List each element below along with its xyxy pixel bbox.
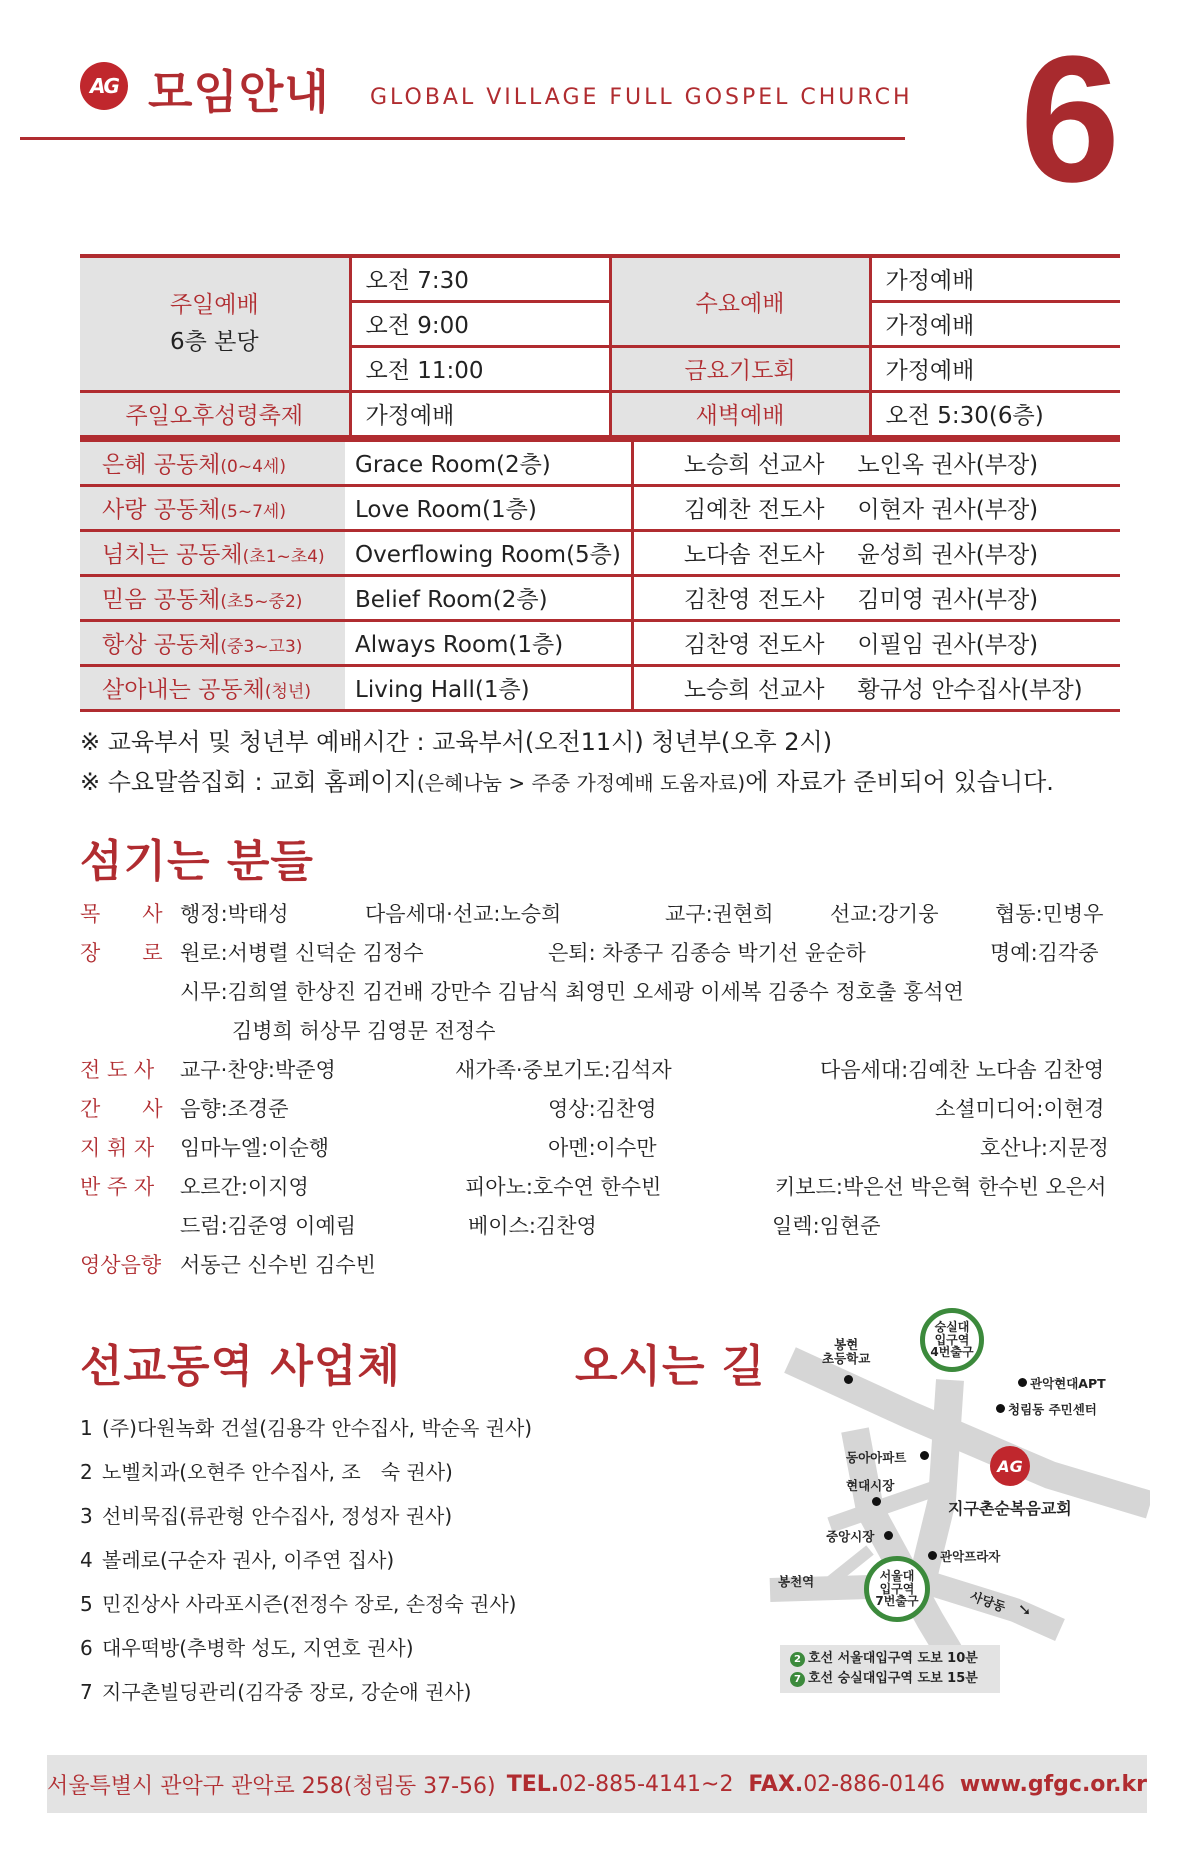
business-number: 3 (80, 1504, 93, 1528)
accompanist-role: 반 주 자 (80, 1175, 155, 1199)
community-name: 항상 공동체 (102, 632, 221, 658)
community-name-cell (80, 530, 345, 575)
community-name: 믿음 공동체 (102, 587, 221, 613)
footer-fax: 02-886-0146 (803, 1771, 946, 1797)
wednesday-value-2: 가정예배 (870, 301, 1120, 346)
sunday-time-2: 오전 9:00 (350, 301, 610, 346)
map-label-hyundai-market: 현대시장 (846, 1478, 895, 1493)
community-room: Always Room(1층) (345, 620, 632, 665)
footer (47, 1755, 1147, 1813)
community-deputy: 이현자 권사(부장) (837, 485, 1120, 530)
accompanist-keyboard: 키보드:박은선 박은혁 한수빈 오은서 (775, 1175, 1107, 1199)
map-church-logo-icon: AG (990, 1446, 1030, 1486)
dawn-worship-value: 오전 5:30(6층) (870, 391, 1120, 436)
pastor-cooperation: 협동:민병우 (995, 902, 1104, 926)
directions-heading: 오시는 길 (575, 1341, 766, 1392)
elder-role: 장 로 (80, 941, 163, 965)
page-title: 모임안내 (148, 65, 330, 119)
sunday-afternoon-label: 주일오후성령축제 (80, 391, 350, 436)
elder-active-2: 김병희 허상무 김영문 전정수 (232, 1019, 496, 1043)
community-row (80, 575, 1120, 620)
church-name: GLOBAL VILLAGE FULL GOSPEL CHURCH (370, 85, 913, 110)
pastor-nextgen: 다음세대·선교:노승희 (365, 902, 562, 926)
pastor-admin: 행정:박태성 (180, 902, 289, 926)
line7-icon: 7 (790, 1672, 805, 1687)
community-name: 사랑 공동체 (102, 497, 221, 523)
community-leader: 김찬영 전도사 (632, 620, 837, 665)
map-station-soongsil: 숭실대 입구역 4번출구 (920, 1308, 984, 1372)
page-number: 6 (1020, 19, 1121, 220)
community-age: (5~7세) (220, 502, 286, 522)
footer-fax-label: FAX. (748, 1771, 804, 1797)
community-table (80, 438, 1120, 712)
community-leader: 노승희 선교사 (632, 440, 837, 485)
evangelist-role: 전 도 사 (80, 1058, 155, 1082)
friday-prayer-value: 가정예배 (870, 346, 1120, 391)
staff-role: 간 사 (80, 1097, 163, 1121)
sunday-worship-cell (80, 256, 350, 391)
footer-address: 서울특별시 관악구 관악로 258(청림동 37-56) (47, 1773, 496, 1799)
conductor-role: 지 휘 자 (80, 1136, 155, 1160)
legend-line7-text: 호선 숭실대입구역 도보 15분 (808, 1671, 978, 1686)
education-note: ※ 교육부서 및 청년부 예배시간 : 교육부서(오전11시) 청년부(오후 2시) (80, 728, 833, 756)
staff-video: 영상:김찬영 (548, 1097, 657, 1121)
accompanist-organ: 오르간:이지영 (180, 1175, 309, 1199)
map-dot-school (844, 1375, 853, 1384)
business-text: 노벨치과(오현주 안수집사, 조 숙 권사) (102, 1460, 453, 1484)
community-age: (청년) (264, 682, 311, 702)
pastor-role: 목 사 (80, 902, 163, 926)
map-dot-center (996, 1404, 1005, 1413)
footer-tel: 02-885-4141~2 (559, 1771, 734, 1797)
pastor-row (80, 898, 163, 928)
elder-active: 시무:김희열 한상진 김건배 강만수 김남식 최영민 오세광 이세복 김중수 정호출 홍석연 (180, 980, 964, 1004)
community-deputy: 김미영 권사(부장) (837, 575, 1120, 620)
evangelist-nextgen: 다음세대:김예찬 노다솜 김찬영 (820, 1058, 1105, 1082)
community-age: (초1~초4) (242, 547, 325, 567)
map-dot-plaza (928, 1551, 937, 1560)
accompanist-drum: 드럼:김준영 이예림 (180, 1214, 357, 1238)
conductor-immanuel: 임마누엘:이순행 (180, 1136, 330, 1160)
map-label-jungang-market: 중앙시장 (826, 1529, 875, 1544)
community-room: Belief Room(2층) (345, 575, 632, 620)
header-divider (20, 137, 905, 140)
community-deputy: 윤성희 권사(부장) (837, 530, 1120, 575)
conductor-amen: 아멘:이수만 (548, 1136, 657, 1160)
community-age: (중3~고3) (220, 637, 303, 657)
community-age: (초5~중2) (220, 592, 303, 612)
community-room: Love Room(1층) (345, 485, 632, 530)
community-row (80, 530, 1120, 575)
community-age: (0~4세) (220, 457, 286, 478)
map-label-donga: 동아아파트 (846, 1450, 907, 1465)
map-legend (780, 1645, 1000, 1693)
community-name-cell (80, 665, 345, 710)
community-leader: 김예찬 전도사 (632, 485, 837, 530)
community-leader: 김찬영 전도사 (632, 575, 837, 620)
community-row (80, 620, 1120, 665)
friday-prayer-label: 금요기도회 (610, 346, 870, 391)
business-item (80, 1632, 414, 1661)
community-leader: 노다솜 전도사 (632, 530, 837, 575)
wednesday-worship-label: 수요예배 (610, 256, 870, 346)
church-logo (80, 62, 128, 110)
sunday-time-1: 오전 7:30 (350, 256, 610, 301)
map-label-apt: 관악현대APT (1030, 1376, 1106, 1391)
staff-sound: 음향:조경준 (180, 1097, 289, 1121)
wednesday-note-main: ※ 수요말씀집회 : 교회 홈페이지 (80, 768, 417, 796)
business-item (80, 1456, 453, 1485)
map-arrow-icon: ➘ (1018, 1600, 1032, 1619)
conductor-hosanna: 호산나:지문정 (980, 1136, 1109, 1160)
business-text: 민진상사 사라포시즌(전정수 장로, 손정숙 권사) (102, 1592, 517, 1616)
footer-website-link[interactable]: www.gfgc.or.kr (959, 1771, 1147, 1797)
business-number: 7 (80, 1680, 93, 1704)
community-room: Living Hall(1층) (345, 665, 632, 710)
community-name-cell (80, 575, 345, 620)
map-label-church: 지구촌순복음교회 (948, 1499, 1072, 1518)
evangelist-parish: 교구·찬양:박준영 (180, 1058, 336, 1082)
sunday-worship-place: 6층 본당 (169, 328, 259, 355)
map-dot-apt (1018, 1378, 1027, 1387)
logo-text: AG (90, 74, 118, 98)
business-text: 볼레로(구순자 권사, 이주연 집사) (102, 1548, 395, 1572)
av-members: 서동근 신수빈 김수빈 (180, 1253, 376, 1277)
evangelist-newfamily: 새가족·중보기도:김석자 (455, 1058, 672, 1082)
wednesday-note-end: 에 자료가 준비되어 있습니다. (745, 768, 1054, 796)
business-number: 4 (80, 1548, 93, 1572)
legend-line7 (790, 1669, 990, 1689)
business-item (80, 1500, 452, 1529)
map-dot-donga (920, 1451, 929, 1460)
business-text: 선비묵집(류관형 안수집사, 정성자 권사) (102, 1504, 453, 1528)
businesses-heading: 선교동역 사업체 (80, 1341, 401, 1392)
staff-social: 소셜미디어:이현경 (935, 1097, 1105, 1121)
footer-tel-label: TEL. (506, 1771, 560, 1797)
business-item (80, 1544, 394, 1573)
map-label-bongcheon: 봉천역 (778, 1574, 815, 1589)
community-row (80, 665, 1120, 710)
business-text: 지구촌빌딩관리(김각중 장로, 강순애 권사) (102, 1680, 472, 1704)
business-text: 대우떡방(추병학 성도, 지연호 권사) (102, 1636, 414, 1660)
sunday-worship-label: 주일예배 (169, 291, 259, 318)
accompanist-piano: 피아노:호수연 한수빈 (465, 1175, 662, 1199)
community-room: Grace Room(2층) (345, 440, 632, 485)
community-deputy: 황규성 안수집사(부장) (837, 665, 1120, 710)
pastor-mission: 선교:강기웅 (830, 902, 939, 926)
community-name: 넘치는 공동체 (102, 542, 243, 568)
community-row (80, 440, 1120, 485)
business-item (80, 1676, 471, 1705)
community-name-cell (80, 620, 345, 665)
sunday-afternoon-value: 가정예배 (350, 391, 610, 436)
map-station-snu: 서울대 입구역 7번출구 (864, 1556, 930, 1622)
accompanist-electric: 일렉:임현준 (772, 1214, 881, 1238)
legend-line2-text: 호선 서울대입구역 도보 10분 (808, 1651, 978, 1666)
map-dot-hyundai-market (872, 1497, 881, 1506)
business-text: (주)다원녹화 건설(김용각 안수집사, 박순옥 권사) (102, 1416, 533, 1440)
line2-icon: 2 (790, 1652, 805, 1667)
location-map (760, 1300, 1150, 1700)
accompanist-bass: 베이스:김찬영 (468, 1214, 597, 1238)
map-label-school: 봉현 초등학교 (822, 1337, 871, 1367)
servants-heading: 섬기는 분들 (80, 836, 314, 887)
community-deputy: 노인옥 권사(부장) (837, 440, 1120, 485)
worship-schedule-table (80, 254, 1120, 438)
av-role: 영상음향 (80, 1253, 162, 1277)
business-number: 6 (80, 1636, 93, 1660)
dawn-worship-label: 새벽예배 (610, 391, 870, 436)
elder-honorary: 명예:김각중 (990, 941, 1099, 965)
business-number: 1 (80, 1416, 93, 1440)
map-label-sadang: 사당동 (968, 1588, 1008, 1615)
map-label-center: 청림동 주민센터 (1008, 1402, 1097, 1417)
pastor-parish: 교구:권현희 (665, 902, 774, 926)
elder-emeritus: 원로:서병렬 신덕순 김정수 (180, 941, 424, 965)
map-label-plaza: 관악프라자 (940, 1549, 1001, 1564)
community-room: Overflowing Room(5층) (345, 530, 632, 575)
wednesday-note (80, 762, 1054, 797)
community-leader: 노승희 선교사 (632, 665, 837, 710)
business-number: 5 (80, 1592, 93, 1616)
wednesday-note-path: (은혜나눔 > 주중 가정예배 도움자료) (416, 771, 746, 795)
community-deputy: 이필임 권사(부장) (837, 620, 1120, 665)
community-name-cell (80, 485, 345, 530)
legend-line2 (790, 1649, 990, 1669)
community-row (80, 485, 1120, 530)
community-name: 은혜 공동체 (102, 452, 221, 479)
map-dot-jungang-market (884, 1531, 893, 1540)
business-item (80, 1588, 516, 1617)
elder-retired: 은퇴: 차종구 김종승 박기선 윤순하 (548, 941, 866, 965)
community-name-cell (80, 440, 345, 485)
business-item (80, 1412, 532, 1441)
business-number: 2 (80, 1460, 93, 1484)
community-name: 살아내는 공동체 (102, 677, 265, 703)
wednesday-value-1: 가정예배 (870, 256, 1120, 301)
sunday-time-3: 오전 11:00 (350, 346, 610, 391)
